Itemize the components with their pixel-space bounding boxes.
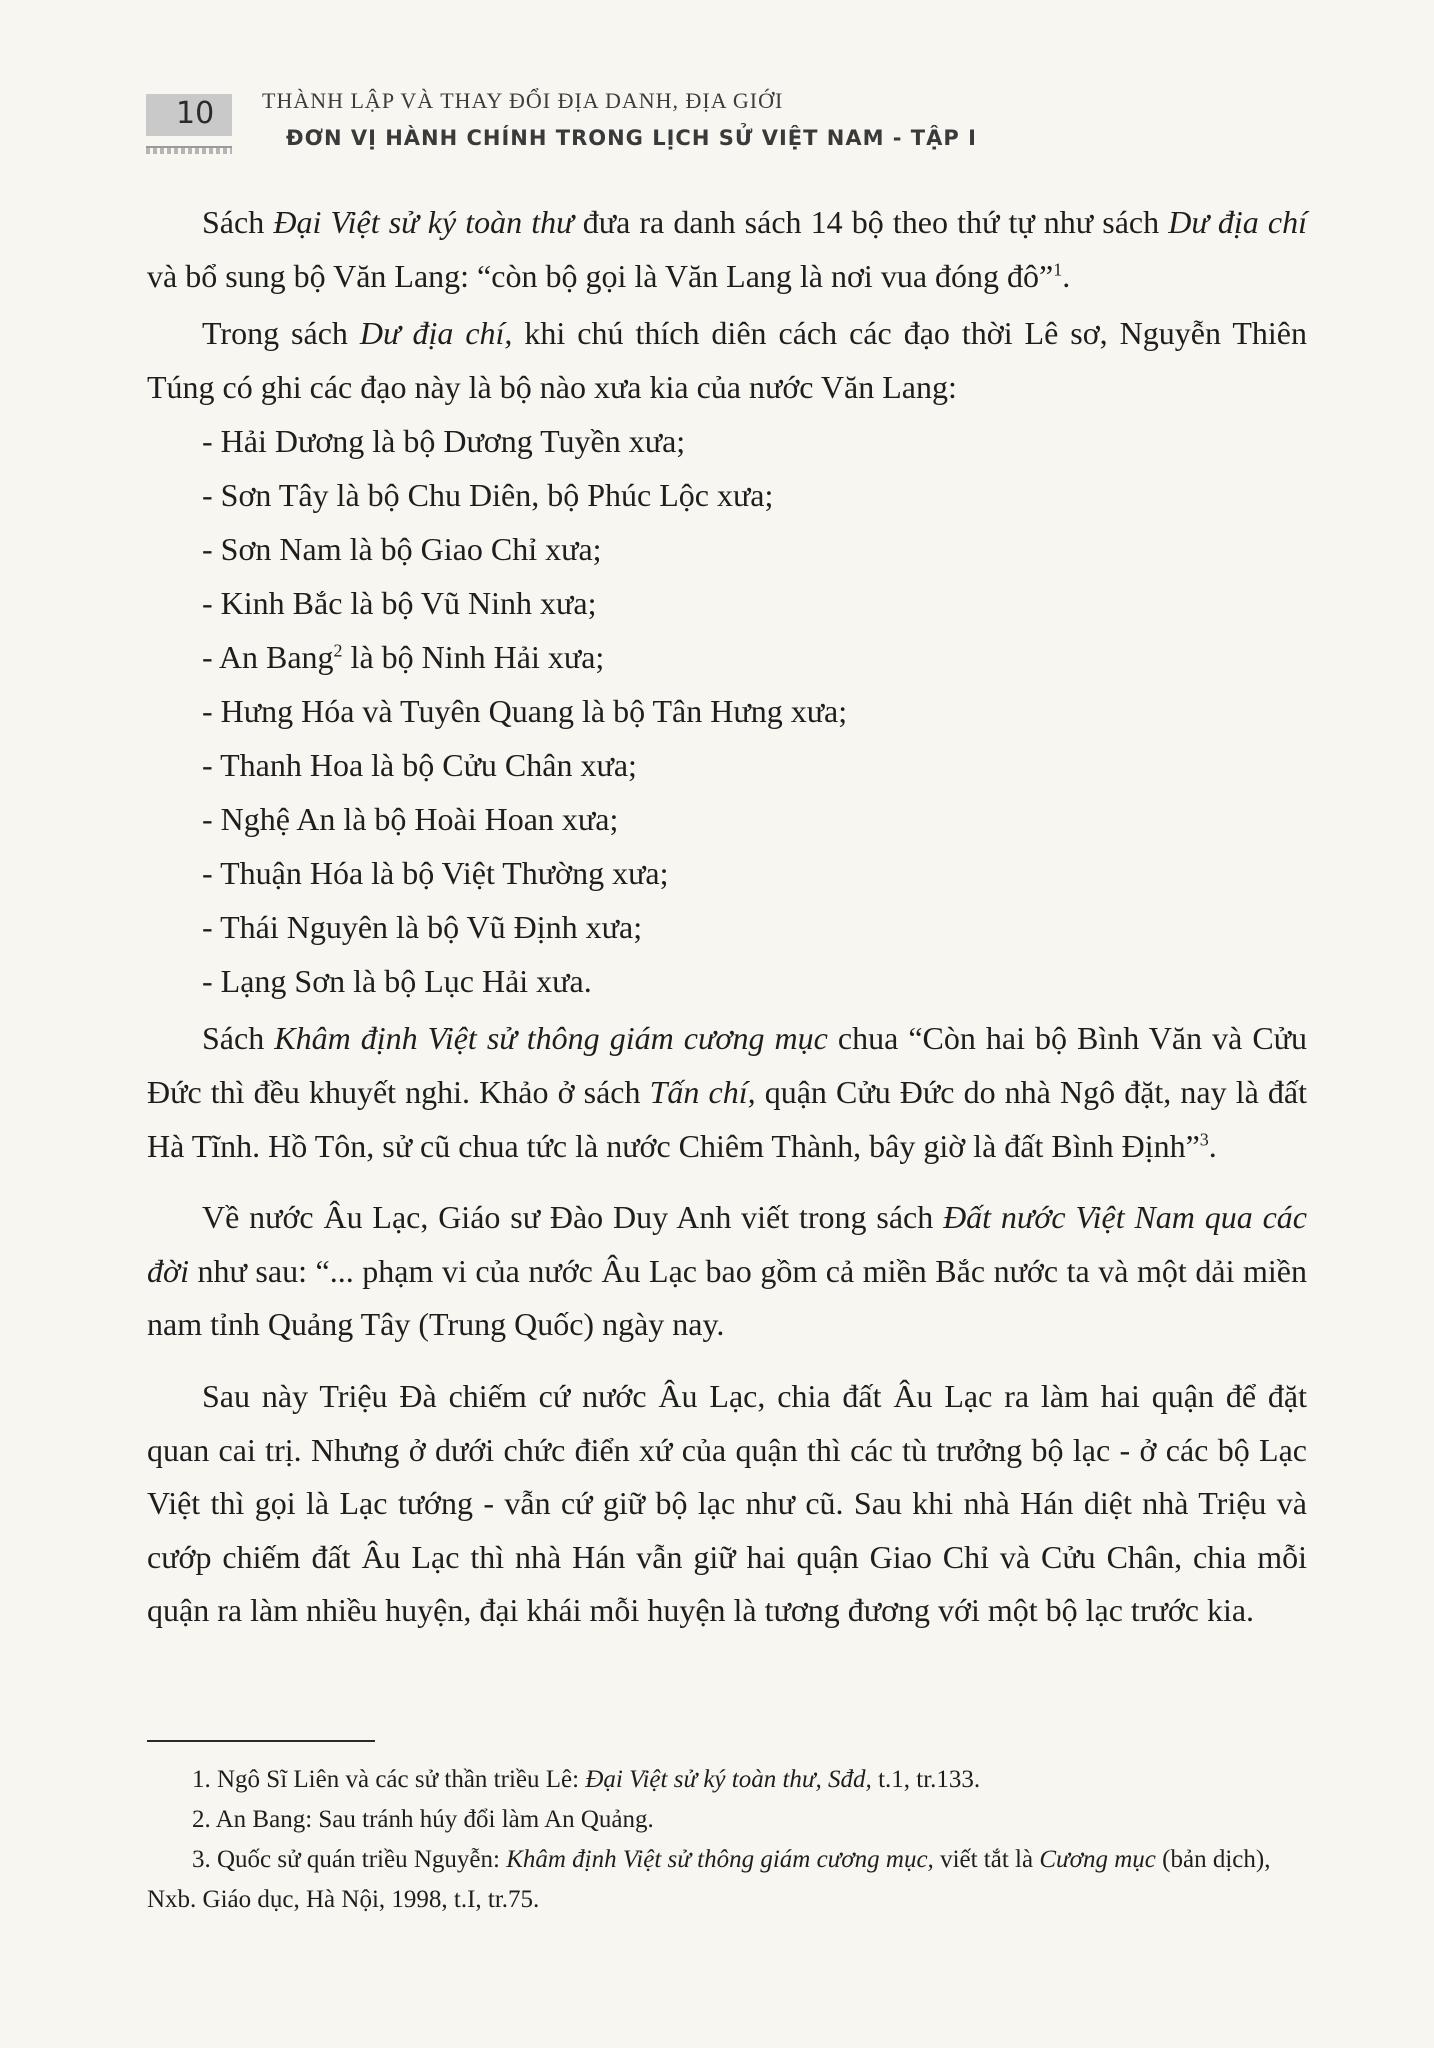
fn3-text-c: viết tắt là [933,1846,1040,1873]
fn1-book-title: Đại Việt sử ký toàn thư, Sđd, [585,1766,872,1793]
p3-book-title: Khâm định Việt sử thông giám cương mục [274,1020,828,1057]
p4-book-title: Đất nước Việt Nam qua các đời [147,1199,1308,1289]
list-item: - Thanh Hoa là bộ Cửu Chân xưa; [202,747,637,784]
list-item: - Lạng Sơn là bộ Lục Hải xưa. [202,963,592,1000]
p4-text-c: như sau: “... phạm vi của nước Âu Lạc bao gồm cả miền Bắc nước ta và một dải miền nam tỉnh Quảng Tây (Trung Quốc) ngày nay. [147,1252,1307,1343]
p1-text-c: đưa ra danh sách 14 bộ theo thứ tự như sách [573,204,1169,240]
footnote-ref-3[interactable]: 3 [1199,1128,1209,1149]
p2-book-title: Dư địa chí, [359,315,513,352]
list-item: - Kinh Bắc là bộ Vũ Ninh xưa; [202,585,597,622]
p1-book-title-2: Dư địa chí [1168,204,1308,240]
paragraph-1 [147,196,1307,303]
list-item [147,630,1307,684]
footnote-3 [147,1840,1317,1920]
paragraph-5: Sau này Triệu Đà chiếm cứ nước Âu Lạc, chia đất Âu Lạc ra làm hai quận để đặt quan cai trị. Nhưng ở dưới chức điển xứ của quận thì các tù trưởng bộ lạc - ở các bộ Lạc Việt thì gọi là Lạc tướng - vẫn cứ giữ bộ lạc như cũ. Sau khi nhà Hán diệt nhà Triệu và cướp chiếm đất Âu Lạc thì nhà Hán vẫn giữ hai quận Giao Chỉ và Cửu Chân, chia mỗi quận ra làm nhiều huyện, đại khái mỗi huyện là tương đương với một bộ lạc trước kia. [147,1377,1307,1629]
list-item: - Sơn Tây là bộ Chu Diên, bộ Phúc Lộc xưa; [202,477,774,514]
p2-text-a: Trong sách [202,315,360,352]
p4-text-a: Về nước Âu Lạc, Giáo sư Đào Duy Anh viết trong sách [202,1199,944,1236]
footnote-ref-1[interactable]: 1 [1053,258,1063,279]
list-item: - Hưng Hóa và Tuyên Quang là bộ Tân Hưng xưa; [202,693,848,730]
p3-text-e: quận Cửu Đức do nhà Ngô đặt, nay là đất Hà Tĩnh. Hồ Tôn, sử cũ chua tức là nước Chiêm Thành, bây giờ là đất Bình Định” [147,1073,1308,1164]
footnote-ref-2[interactable]: 2 [333,640,343,661]
p3-text-f: . [1208,1127,1217,1164]
list-item: - Sơn Nam là bộ Giao Chỉ xưa; [202,531,602,568]
p1-text-a: Sách [202,204,274,240]
header-title-line2: ĐƠN VỊ HÀNH CHÍNH TRONG LỊCH SỬ VIỆT NAM - TẬP I [286,126,977,150]
body-text [147,196,1307,1638]
footnote-1 [147,1760,1317,1800]
paragraph-3 [147,1012,1307,1173]
paragraph-4 [147,1191,1307,1352]
fn3-book-title-2: Cương mục [1039,1846,1156,1873]
p1-book-title: Đại Việt sử ký toàn thư [273,204,574,240]
running-header [146,84,1346,164]
paragraph-2 [147,307,1307,414]
header-decoration [146,148,232,154]
footnotes [147,1760,1317,1920]
p2-text-c: khi chú thích diên cách các đạo thời Lê sơ, Nguyễn Thiên Túng có ghi các đạo này là bộ nào xưa kia của nước Văn Lang: [147,315,1308,405]
fn1-text-c: t.1, tr.133. [871,1766,981,1793]
p1-text-e: và bổ sung bộ Văn Lang: “còn bộ gọi là Văn Lang là nơi vua đóng đô” [147,257,1054,294]
header-title-line1: THÀNH LẬP VÀ THAY ĐỔI ĐỊA DANH, ĐỊA GIỚI [262,88,784,113]
list-item: - Hải Dương là bộ Dương Tuyền xưa; [202,423,686,460]
p1-text-f: . [1062,257,1071,294]
p3-text-a: Sách [202,1020,275,1057]
footnote-2: 2. An Bang: Sau tránh húy đổi làm An Quảng. [192,1806,654,1833]
footnote-separator [147,1740,375,1742]
province-list [147,414,1307,1008]
fn3-text-a: 3. Quốc sử quán triều Nguyễn: [192,1846,507,1873]
p3-book-title-2: Tấn chí, [649,1073,756,1110]
list-item: - Thuận Hóa là bộ Việt Thường xưa; [202,855,669,892]
list-item-anbang: - An Bang [202,639,334,676]
p3-text-c: chua “Còn hai bộ Bình Văn và Cửu Đức thì đều khuyết nghi. Khảo ở sách [147,1020,1308,1110]
fn3-text-e: (bản dịch), Nxb. Giáo dục, Hà Nội, 1998, t.I, tr.75. [147,1846,1271,1913]
page-number: 10 [176,96,215,131]
fn3-book-title: Khâm định Việt sử thông giám cương mục, [506,1846,934,1873]
list-item-anbang-rest: là bộ Ninh Hải xưa; [342,639,605,676]
fn1-text-a: 1. Ngô Sĩ Liên và các sử thần triều Lê: [192,1766,586,1793]
list-item: - Thái Nguyên là bộ Vũ Định xưa; [202,909,643,946]
list-item: - Nghệ An là bộ Hoài Hoan xưa; [202,801,619,838]
